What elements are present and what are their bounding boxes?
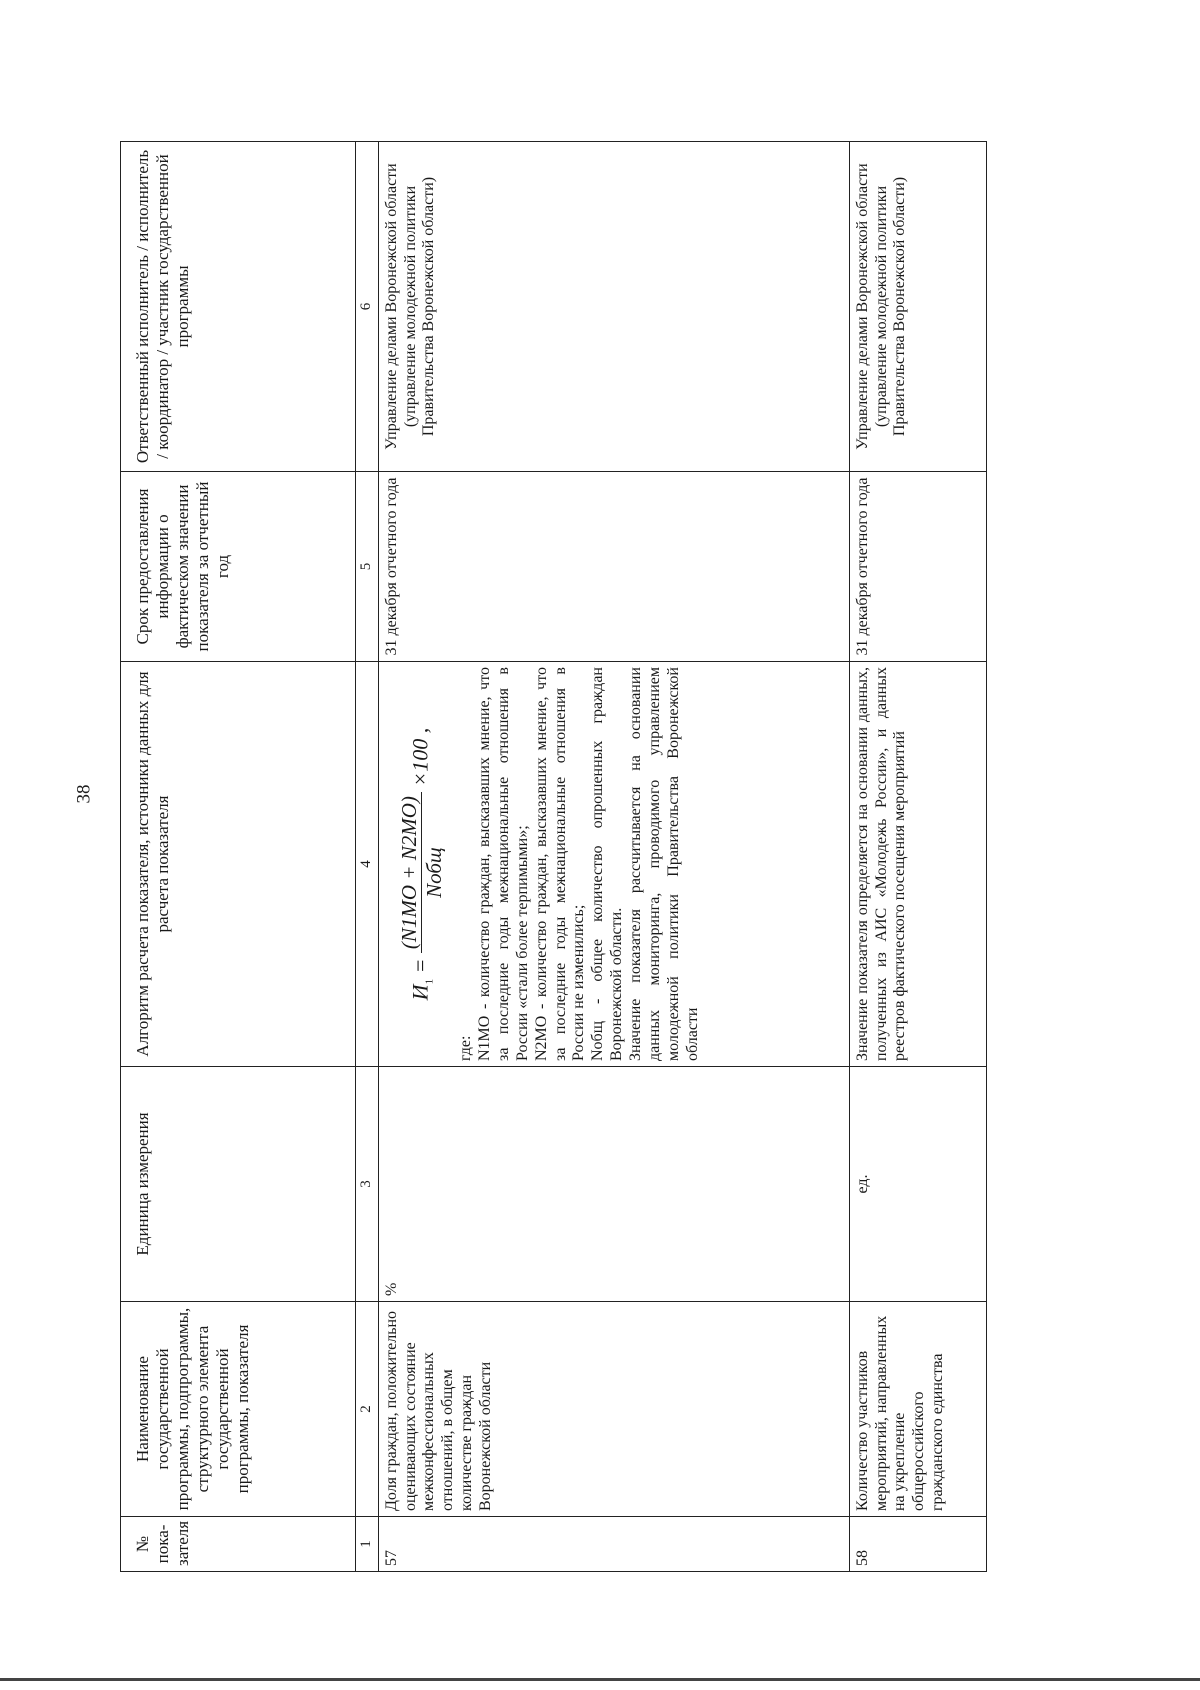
formula: $И_1$ = (N1МО + N2МО) Nобщ ×100 ,: [396, 727, 447, 1001]
definition-2: N2МО - количество граждан, высказавших мнение, что за последние годы межнациональные отношения в России не изменились;: [532, 667, 588, 1061]
formula-tail: ×100 ,: [407, 727, 432, 787]
indicator-responsible: Управление делами Воронежской области (управление молодежной политики Правительства Воронежской области): [378, 142, 849, 472]
header-col1: № пока-зателя: [121, 1517, 356, 1572]
calculation-note: Значение показателя рассчитывается на основании данных мониторинга, проводимого управлением молодежной политики Правительства Воронежской области: [627, 667, 701, 1061]
header-col3: Единица измерения: [121, 1067, 356, 1302]
header-col6: Ответственный исполнитель / исполнитель / координатор / участник государственной программы: [121, 142, 356, 472]
indicator-responsible: Управление делами Воронежской области (управление молодежной политики Правительства Воронежской области): [849, 142, 986, 472]
indicator-name: Доля граждан, положительно оценивающих состояние межконфессиональных отношений, в общем количестве граждан Воронежской области: [378, 1302, 849, 1517]
indicator-name: Количество участников мероприятий, направленных на укрепление общероссийского гражданского единства: [849, 1302, 986, 1517]
indicator-algorithm: [378, 662, 849, 1067]
formula-numerator: (N1МО + N2МО): [397, 792, 423, 953]
formula-lhs: И: [407, 984, 432, 1001]
indicator-number: 57: [378, 1517, 849, 1572]
table-row: [378, 142, 849, 1572]
column-number: 2: [356, 1302, 379, 1517]
definition-3: Nобщ - общее количество опрошенных граждан Воронежской области.: [589, 667, 626, 1061]
column-number: 5: [356, 472, 379, 662]
column-number: 3: [356, 1067, 379, 1302]
header-col4: Алгоритм расчета показателя, источники данных для расчета показателя: [121, 662, 356, 1067]
where-label: где:: [457, 1035, 475, 1061]
formula-denominator: Nобщ: [422, 847, 447, 898]
column-numbers-row: [356, 142, 379, 1572]
header-col5: Срок предоставления информации о фактическом значении показателя за отчетный год: [121, 472, 356, 662]
table-header-row: [121, 142, 356, 1572]
scan-edge-line: [0, 1678, 1200, 1681]
indicator-deadline: 31 декабря отчетного года: [378, 472, 849, 662]
indicator-deadline: 31 декабря отчетного года: [849, 472, 986, 662]
indicator-number: 58: [849, 1517, 986, 1572]
column-number: 6: [356, 142, 379, 472]
header-col2: Наименование государственной программы, подпрограммы, структурного элемента государственной программы, показателя: [121, 1302, 356, 1517]
definition-1: N1МО - количество граждан, высказавших мнение, что за последние годы межнациональные отношения в России «стали более терпимыми»;: [476, 667, 531, 1061]
page-number: 38: [73, 784, 95, 804]
table-row: [849, 142, 986, 1572]
formula-lhs-sub: 1: [423, 978, 436, 985]
column-number: 4: [356, 662, 379, 1067]
column-number: 1: [356, 1517, 379, 1572]
indicators-table: [120, 141, 987, 1572]
formula-fraction: [397, 792, 448, 953]
rotated-table-frame: [120, 142, 947, 1572]
indicator-unit: ед.: [849, 1067, 986, 1302]
indicator-unit: %: [378, 1067, 849, 1302]
indicator-algorithm: Значение показателя определяется на основании данных, полученных из АИС «Молодежь России», и данных реестров фактического посещения мероприятий: [849, 662, 986, 1067]
